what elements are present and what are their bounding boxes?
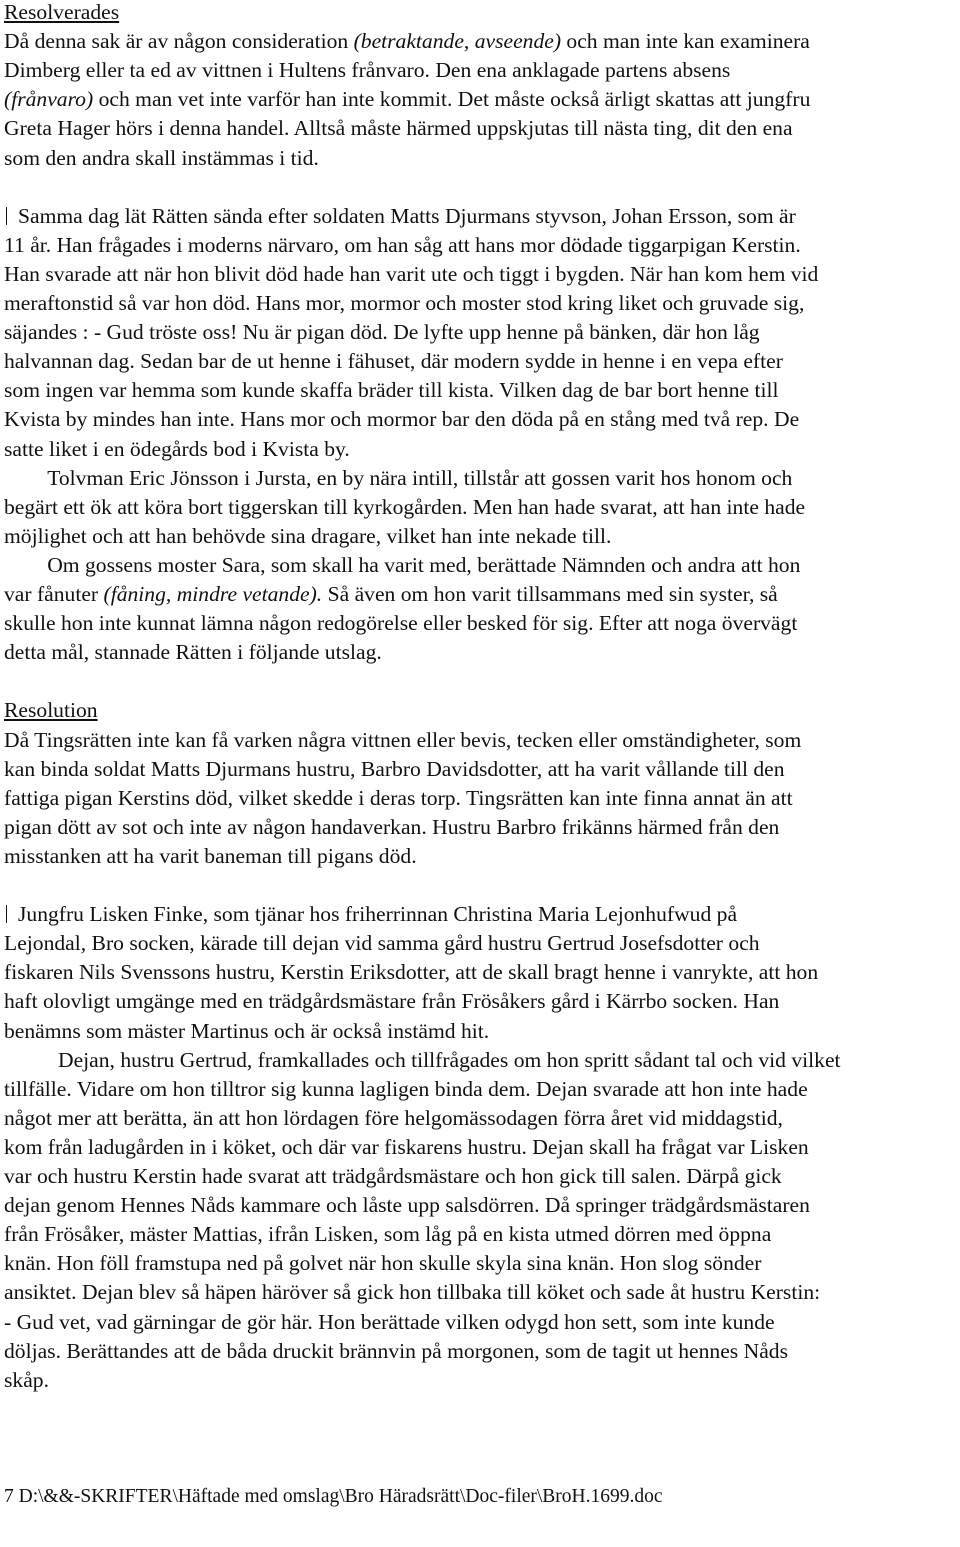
line-text: misstanken att ha varit baneman till pigans död. xyxy=(4,843,417,868)
text-line xyxy=(4,202,796,231)
line-text: skåp. xyxy=(4,1367,49,1392)
text-line xyxy=(4,900,737,929)
line-text: benämns som mäster Martinus och är också instämd hit. xyxy=(4,1018,490,1043)
text-line xyxy=(4,347,783,376)
italic-gloss: (betraktande, avseende) xyxy=(353,29,562,54)
text-line xyxy=(4,580,778,609)
text-line xyxy=(4,987,779,1016)
text-line xyxy=(4,638,382,667)
line-text: Dimberg eller ta ed av vittnen i Hultens frånvaro. Den ena anklagade partens absens xyxy=(4,58,731,83)
text-line xyxy=(4,435,350,464)
line-text: meraftonstid så var hon död. Hans mor, mormor och moster stod kring liket och gruvade sig, xyxy=(4,291,805,315)
text-line xyxy=(4,1220,771,1249)
text-line xyxy=(4,289,804,318)
line-text: Så även om hon varit tillsammans med sin syster, så xyxy=(322,582,778,606)
line-text: detta mål, stannade Rätten i följande utslag. xyxy=(4,640,382,665)
text-line xyxy=(4,376,779,405)
line-text: Då denna sak är av någon consideration xyxy=(4,29,354,54)
text-line xyxy=(4,1278,820,1307)
line-text: kan binda soldat Matts Djurmans hustru, Barbro Davidsdotter, att ha varit vållande till den xyxy=(4,756,785,781)
text-line xyxy=(4,114,793,143)
line-text: säjandes : - Gud tröste oss! Nu är pigan död. De lyfte upp henne på bänken, där hon låg xyxy=(4,320,760,345)
line-text: fattiga pigan Kerstins död, vilket skedde i deras torp. Tingsrätten kan inte finna annat än att xyxy=(4,785,793,810)
italic-gloss: (fåning, mindre vetande). xyxy=(103,582,323,606)
text-line xyxy=(4,1017,489,1046)
line-text: Resolverades xyxy=(4,0,120,24)
text-line xyxy=(4,522,611,551)
page-footer: 7 D:\&&-SKRIFTER\Häftade med omslag\Bro Häradsrätt\Doc-filer\BroH.1699.doc xyxy=(4,1486,663,1507)
text-line xyxy=(4,144,319,173)
line-text: ansiktet. Dejan blev så häpen häröver så gick hon tillbaka till köket och sade åt hustru Kerstin: xyxy=(4,1280,821,1305)
text-line xyxy=(4,958,818,987)
italic-gloss: (frånvaro) xyxy=(4,87,94,112)
text-line xyxy=(4,1337,788,1366)
line-text: Kvista by mindes han inte. Hans mor och mormor bar den döda på en stång med två rep. De xyxy=(4,407,800,432)
line-text: skulle hon inte kunnat lämna någon redogörelse eller besked för sig. Efter att noga övervägt xyxy=(4,611,798,636)
section-heading xyxy=(4,0,119,27)
line-text: och man vet inte varför han inte kommit. Det måste också ärligt skattas att jungfru xyxy=(93,87,811,112)
text-line xyxy=(4,609,797,638)
text-line xyxy=(4,27,810,56)
text-line xyxy=(4,929,760,958)
text-line xyxy=(4,56,730,85)
line-text: Samma dag lät Rätten sända efter soldaten Matts Djurmans styvson, Johan Ersson, som är xyxy=(18,203,796,228)
line-text: Lejondal, Bro socken, kärade till dejan vid samma gård hustru Gertrud Josefsdotter och xyxy=(4,931,760,956)
line-text: Han svarade att när hon blivit död hade han varit ute och tiggt i bygden. När han kom hem vid xyxy=(4,261,819,286)
text-line xyxy=(4,1162,782,1191)
line-text: Resolution xyxy=(4,698,98,723)
text-line xyxy=(4,726,801,755)
line-text: - Gud vet, vad gärningar de gör här. Hon berättade vilken odygd hon sett, som inte kunde xyxy=(4,1309,775,1334)
line-text: tillfälle. Vidare om hon tilltror sig kunna lagligen binda dem. Dejan svarade att hon inte hade xyxy=(4,1076,808,1101)
text-line xyxy=(4,464,792,493)
line-text: begärt ett ök att köra bort tiggerskan till kyrkogården. Men han hade svarat, att han inte hade xyxy=(4,494,806,519)
text-line xyxy=(4,551,800,580)
line-text: pigan dött av sot och inte av någon handaverkan. Hustru Barbro frikänns härmed från den xyxy=(4,814,780,839)
text-line xyxy=(4,231,801,260)
line-text: haft olovligt umgänge med en trädgårdsmästare från Frösåkers gård i Kärrbo socken. Han xyxy=(4,989,780,1014)
text-line xyxy=(4,1046,841,1075)
text-line xyxy=(4,842,417,871)
text-line xyxy=(4,1104,783,1133)
text-line xyxy=(4,813,779,842)
line-text: Dejan, hustru Gertrud, framkallades och tillfrågades om hon spritt sådant tal och vid vilket xyxy=(4,1047,841,1072)
text-line xyxy=(4,318,760,347)
line-text: Tolvman Eric Jönsson i Jursta, en by nära intill, tillstår att gossen varit hos honom och xyxy=(4,465,793,490)
text-line xyxy=(4,1133,809,1162)
line-text: var och hustru Kerstin hade svarat att trädgårdsmästare och hon gick till salen. Därpå gick xyxy=(4,1164,782,1188)
line-text: Jungfru Lisken Finke, som tjänar hos friherrinnan Christina Maria Lejonhufwud på xyxy=(18,902,738,927)
line-text: 11 år. Han frågades i moderns närvaro, om han såg att hans mor dödade tiggarpigan Kerstin. xyxy=(4,232,801,257)
line-text: något mer att berätta, än att hon lördagen före helgomässodagen förra året vid middagstid, xyxy=(4,1105,783,1130)
line-text: halvannan dag. Sedan bar de ut henne i fähuset, där modern sydde in henne i en vepa efter xyxy=(4,349,783,374)
text-line xyxy=(4,784,793,813)
line-text: Om gossens moster Sara, som skall ha varit med, berättade Nämnden och andra att hon xyxy=(4,552,801,577)
line-text: knän. Hon föll framstupa ned på golvet när hon skulle skyla sina knän. Hon slog sönder xyxy=(4,1251,762,1276)
text-line xyxy=(4,405,799,434)
line-text: Greta Hager hörs i denna handel. Alltså måste härmed uppskjutas till nästa ting, dit den ena xyxy=(4,116,793,141)
line-text: möjlighet och att han behövde sina dragare, vilket han inte nekade till. xyxy=(4,523,612,548)
line-text: kom från ladugården in i köket, och där var fiskarens hustru. Dejan skall ha frågat var Lisken xyxy=(4,1134,809,1159)
line-text: var fånuter xyxy=(4,582,104,606)
text-line xyxy=(4,493,805,522)
line-text: som ingen var hemma som kunde skaffa bräder till kista. Vilken dag de bar bort henne till xyxy=(4,378,779,403)
text-line xyxy=(4,260,818,289)
line-text: som den andra skall instämmas i tid. xyxy=(4,145,319,170)
line-text: dejan genom Hennes Nåds kammare och låste upp salsdörren. Då springer trädgårdsmästaren xyxy=(4,1193,810,1218)
text-line xyxy=(4,1366,49,1395)
line-text: och man inte kan examinera xyxy=(561,29,810,54)
line-text: satte liket i en ödegårds bod i Kvista by. xyxy=(4,436,350,461)
text-line xyxy=(4,1191,810,1220)
line-text: döljas. Berättandes att de båda druckit brännvin på morgonen, som de tagit ut hennes Nåds xyxy=(4,1338,788,1363)
text-line xyxy=(4,1308,775,1337)
text-line xyxy=(4,755,785,784)
section-heading xyxy=(4,696,98,725)
paragraph-mark-icon xyxy=(4,900,18,929)
text-line xyxy=(4,85,810,114)
line-text: fiskaren Nils Svenssons hustru, Kerstin Eriksdotter, att de skall bragt henne i vanrykte, att hon xyxy=(4,960,819,985)
line-text: Då Tingsrätten inte kan få varken några vittnen eller bevis, tecken eller omständigheter, som xyxy=(4,727,802,752)
line-text: från Frösåker, mäster Mattias, ifrån Lisken, som låg på en kista utmed dörren med öppna xyxy=(4,1222,772,1247)
text-line xyxy=(4,1249,761,1278)
text-line xyxy=(4,1075,808,1104)
paragraph-mark-icon xyxy=(4,202,18,231)
